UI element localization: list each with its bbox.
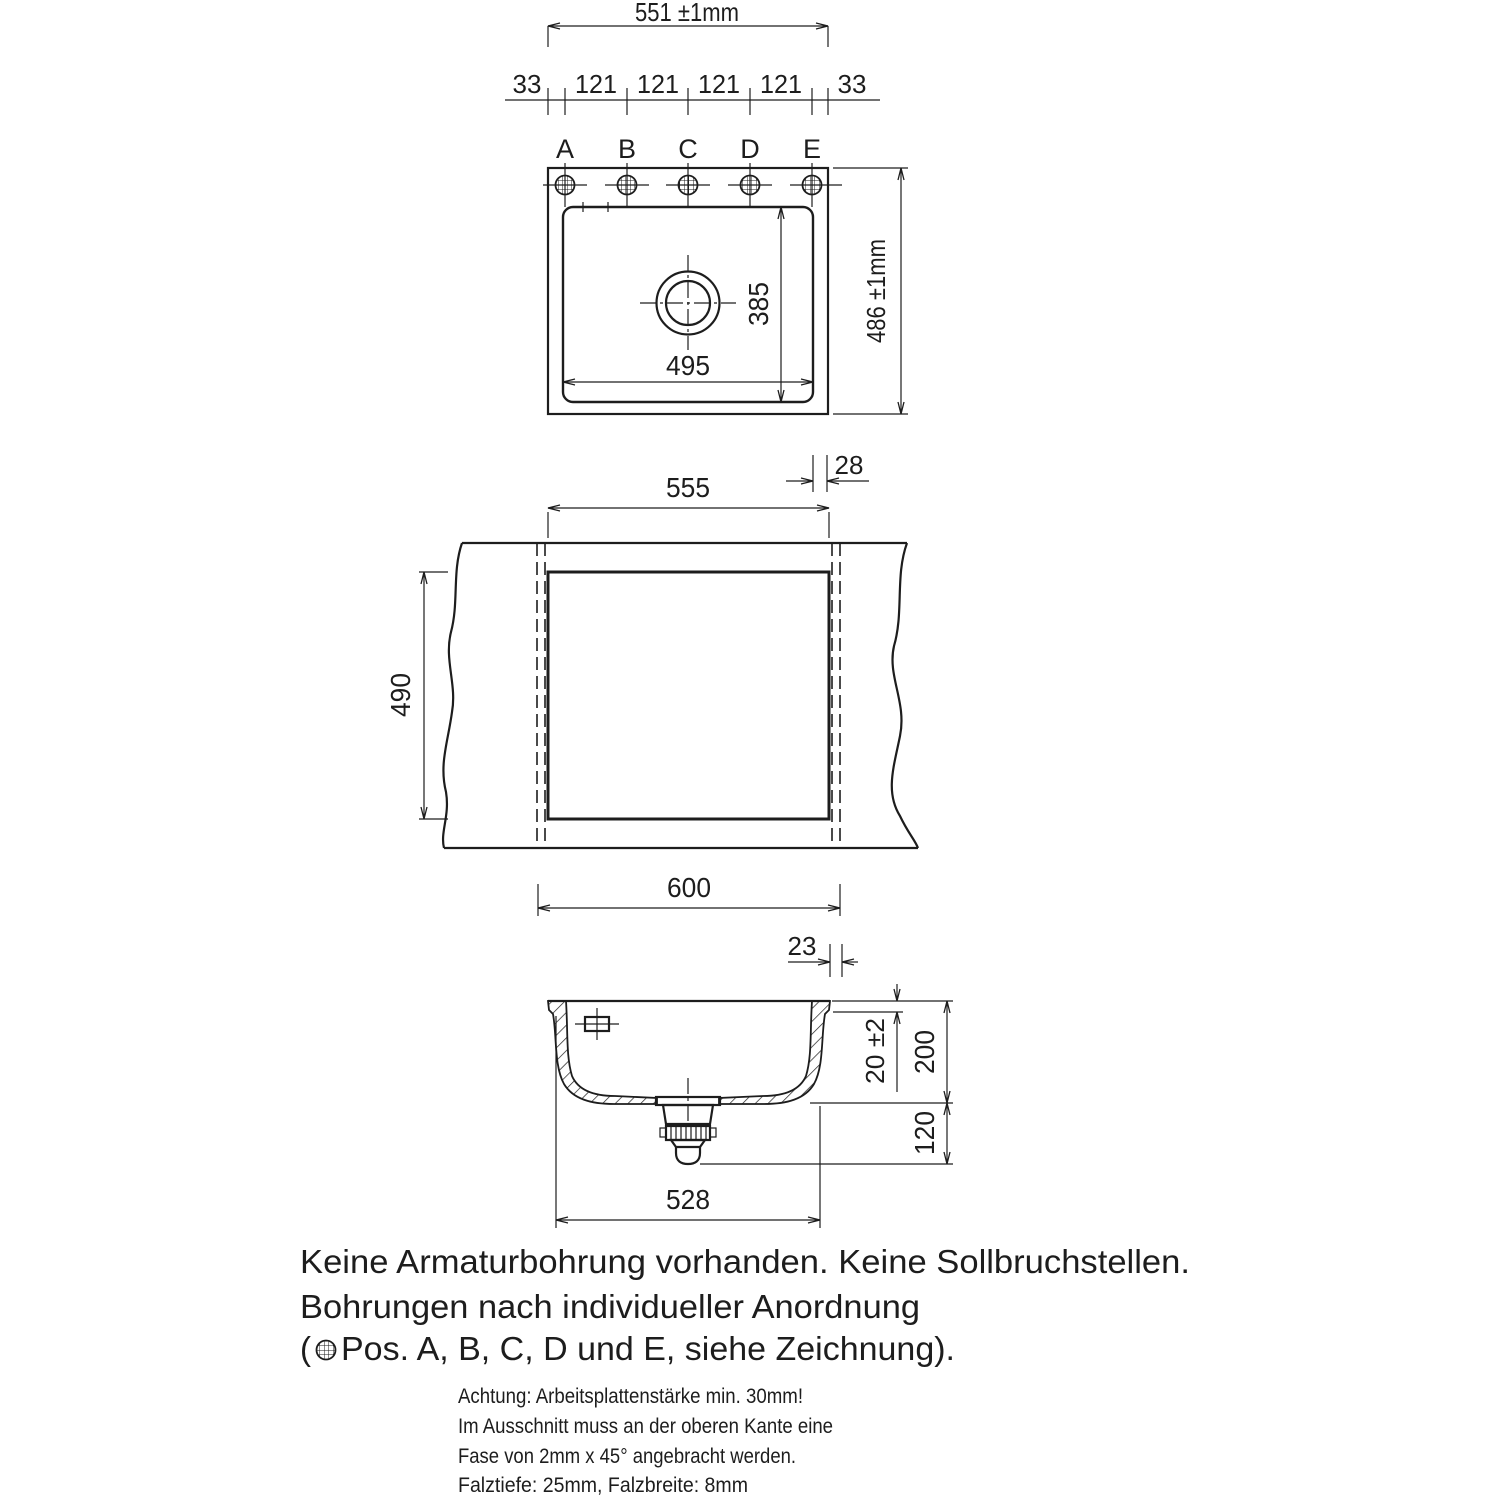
- dim-cutout-depth: [385, 572, 448, 819]
- dim-28-label: 28: [834, 450, 864, 480]
- dim-486-label: 486 ±1mm: [861, 220, 891, 343]
- top-view: [505, 0, 908, 492]
- dim-555-label: 555: [666, 472, 710, 503]
- break-line-left: [443, 543, 462, 848]
- note-line-1: Keine Armaturbohrung vorhanden. Keine Sollbruchstellen.: [300, 1243, 1190, 1280]
- spacing-121-label-2: 121: [637, 69, 679, 99]
- spacing-121-label-4: 121: [760, 69, 802, 99]
- dim-base-width: [556, 1016, 820, 1228]
- break-line-right: [892, 543, 918, 848]
- note-line-3: Pos. A, B, C, D und E, siehe Zeichnung).: [341, 1330, 955, 1367]
- dim-385-label: 385: [743, 279, 774, 326]
- hole-label-c: C: [678, 134, 698, 164]
- drill-hole-c-icon: [679, 176, 698, 195]
- warning-line-3: Fase von 2mm x 45° angebracht werden.: [458, 1445, 796, 1468]
- dim-200-label: 200: [909, 1027, 940, 1074]
- spacing-121-label-3: 121: [698, 69, 740, 99]
- dim-sink-outer-width: [538, 872, 840, 916]
- warning-line-1: Achtung: Arbeitsplattenstärke min. 30mm!: [458, 1385, 803, 1408]
- dim-bowl-depth: [743, 207, 781, 402]
- dim-cutout-width: [548, 472, 829, 538]
- cutout-view: [385, 472, 918, 977]
- drain-assembly: [656, 1078, 720, 1164]
- dim-23-label: 23: [787, 931, 817, 961]
- spacing-33-right-label: 33: [837, 69, 867, 99]
- notes-block: [300, 1243, 1190, 1367]
- drill-holes: [543, 163, 842, 207]
- warning-line-2: Im Ausschnitt muss an der oberen Kante eine: [458, 1415, 833, 1438]
- dim-rim-width: [786, 450, 869, 492]
- dim-hole-spacing: [505, 69, 880, 115]
- dim-bowl-width: [563, 350, 813, 382]
- drill-hole-d-icon: [741, 176, 760, 195]
- dim-528-label: 528: [666, 1184, 710, 1215]
- drill-hole-b-icon: [618, 176, 637, 195]
- warning-block: [458, 1385, 833, 1497]
- dim-495-label: 495: [666, 350, 710, 381]
- hole-label-b: B: [617, 134, 637, 164]
- faucet-hole-symbol: [575, 1008, 619, 1040]
- spacing-121-label-1: 121: [575, 69, 617, 99]
- dim-490-label: 490: [385, 670, 416, 717]
- hole-label-d: D: [740, 134, 760, 164]
- hidden-sink-edges: [537, 543, 840, 848]
- dim-overall-width: [548, 0, 828, 47]
- dim-20-label: 20 ±2: [860, 1019, 890, 1084]
- drain-top-view: [640, 255, 736, 350]
- spacing-33-left-label: 33: [512, 69, 542, 99]
- note-line-3-open-paren: (: [300, 1330, 311, 1367]
- dim-120-label: 120: [909, 1108, 940, 1155]
- note-line-2: Bohrungen nach individueller Anordnung: [300, 1288, 920, 1325]
- worktop-cutout: [548, 572, 829, 819]
- section-view: [548, 984, 953, 1228]
- hole-label-a: A: [555, 134, 575, 164]
- drill-hole-e-icon: [803, 176, 822, 195]
- drill-position-icon: [317, 1341, 336, 1360]
- dim-551-label: 551 ±1mm: [635, 0, 739, 27]
- worktop: [443, 543, 918, 848]
- section-right-wall: [719, 1001, 830, 1104]
- hole-position-labels: [556, 134, 821, 164]
- dim-drain-height: [700, 1103, 953, 1164]
- hole-label-e: E: [802, 134, 822, 164]
- dim-overall-depth: [833, 168, 908, 414]
- dim-overhang: [788, 931, 858, 977]
- warning-line-4: Falztiefe: 25mm, Falzbreite: 8mm: [458, 1474, 748, 1497]
- drill-hole-a-icon: [556, 176, 575, 195]
- dim-600-label: 600: [667, 872, 711, 903]
